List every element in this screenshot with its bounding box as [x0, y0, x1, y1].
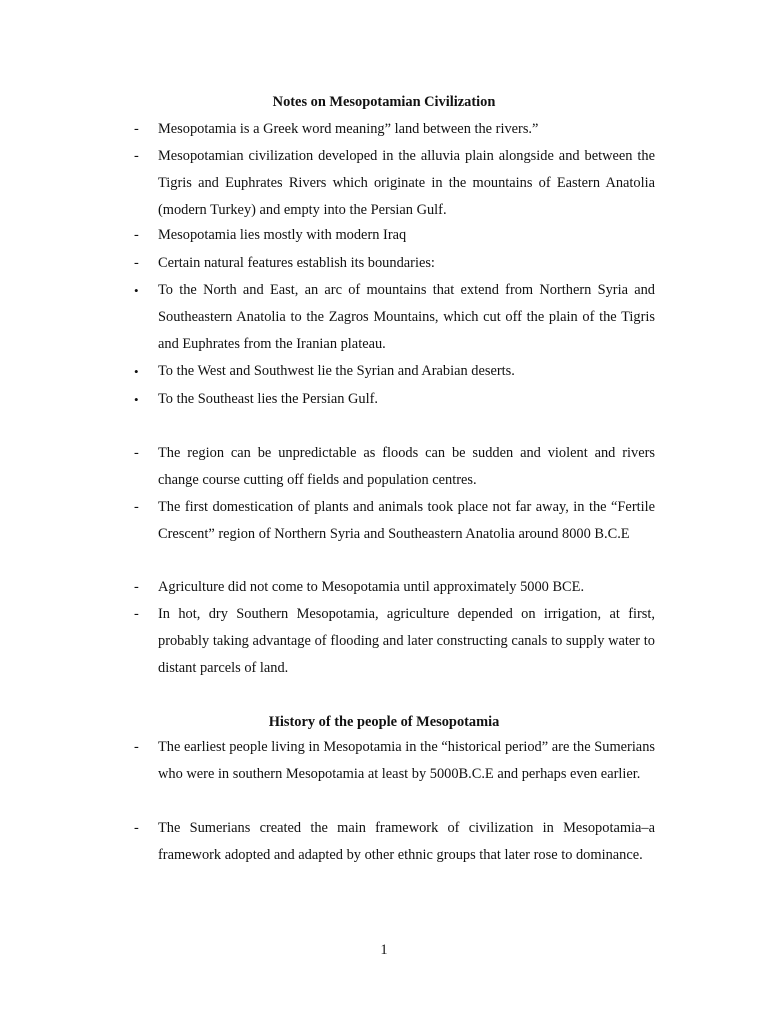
dash-marker: -	[134, 739, 139, 755]
list-item-text: Mesopotamian civilization developed in the alluvia plain alongside and between the Tigris and Euphrates Rivers which originate in the mountains of Eastern Anatolia (modern Turkey) and empty into the Persian Gulf.	[158, 148, 655, 218]
bullet-item-text: To the Southeast lies the Persian Gulf.	[158, 391, 379, 407]
bullet-marker: •	[134, 283, 139, 298]
list-item-text: Certain natural features establish its boundaries:	[158, 255, 435, 271]
dash-marker: -	[134, 579, 139, 595]
list-item-text: The first domestication of plants and animals took place not far away, in the “Fertile Crescent” region of Northern Syria and Southeastern Anatolia around 8000 B.C.E	[158, 499, 655, 542]
dash-marker: -	[134, 499, 139, 515]
bullet-marker: •	[134, 392, 139, 407]
dash-marker: -	[134, 445, 139, 461]
list-item-text: In hot, dry Southern Mesopotamia, agriculture depended on irrigation, at first, probably taking advantage of flooding and later constructing canals to supply water to distant parcels of land.	[158, 606, 655, 676]
page-title: Notes on Mesopotamian Civilization	[272, 94, 496, 110]
list-item-text: The earliest people living in Mesopotamia in the “historical period” are the Sumerians who were in southern Mesopotamia at least by 5000B.C.E and perhaps even earlier.	[158, 739, 655, 782]
dash-marker: -	[134, 606, 139, 622]
dash-marker: -	[134, 820, 139, 836]
dash-marker: -	[134, 255, 139, 271]
dash-marker: -	[134, 121, 139, 137]
bullet-item-text: To the North and East, an arc of mountains that extend from Northern Syria and Southeastern Anatolia to the Zagros Mountains, which cut off the plain of the Tigris and Euphrates from the Iranian plateau.	[158, 282, 655, 352]
list-item-text: Mesopotamia is a Greek word meaning” land between the rivers.”	[158, 121, 539, 137]
list-item-text: Agriculture did not come to Mesopotamia until approximately 5000 BCE.	[158, 579, 585, 595]
list-item-text: Mesopotamia lies mostly with modern Iraq	[158, 227, 407, 243]
list-item-text: The Sumerians created the main framework of civilization in Mesopotamia–a framework adopted and adapted by other ethnic groups that later rose to dominance.	[158, 820, 655, 863]
dash-marker: -	[134, 227, 139, 243]
bullet-item-text: To the West and Southwest lie the Syrian and Arabian deserts.	[158, 363, 515, 379]
page-number: 1	[380, 942, 388, 958]
dash-marker: -	[134, 148, 139, 164]
list-item-text: The region can be unpredictable as floods can be sudden and violent and rivers change course cutting off fields and population centres.	[158, 445, 655, 488]
section-heading: History of the people of Mesopotamia	[268, 714, 500, 730]
bullet-marker: •	[134, 364, 139, 379]
